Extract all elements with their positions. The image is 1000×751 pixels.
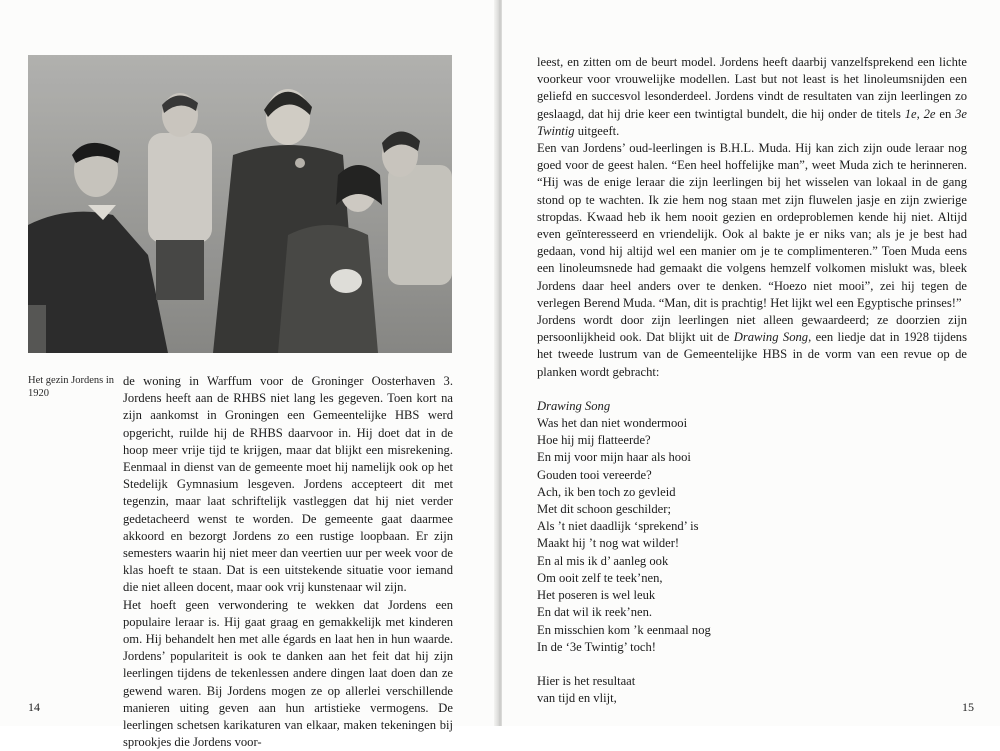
poem-line: Maakt hij ’t nog wat wilder! bbox=[537, 536, 680, 551]
text-span: en bbox=[935, 106, 956, 121]
poem bbox=[537, 398, 967, 656]
page-number-right: 15 bbox=[962, 700, 974, 714]
poem-line: Om ooit zelf te teek’nen, bbox=[537, 570, 663, 585]
page-number-left: 14 bbox=[28, 700, 40, 714]
poem-line: In de ‘3e Twintig’ toch! bbox=[537, 639, 656, 654]
poem-line: Ach, ik ben toch zo gevleid bbox=[537, 484, 676, 499]
poem-line: Hoe hij mij flatteerde? bbox=[537, 433, 651, 448]
left-page bbox=[0, 0, 498, 750]
paragraph bbox=[537, 312, 967, 381]
text-span: Jordens wordt door zijn leerlingen niet alleen gewaardeerd; ze doorzien zijn persoonlijkheid ook. Dat blijkt uit de bbox=[537, 313, 967, 345]
left-body-text bbox=[123, 373, 453, 751]
paragraph: Een van Jordens’ oud-leerlingen is B.H.L. Muda. Hij kan zich zijn oude leraar nog goed voor de geest halen. “Een heel hoffelijke man”, weet Muda zich te herinneren. “Hij was de enige leraar die zijn leerlingen bij het wisselen van lokaal in de gang stond op te wachten. Ik zie hem nog staan met zijn fluwelen jasje en zijn zwierige stropdas. Kwaad heb ik hem nooit gezien en ordeproblemen kende hij niet. Altijd even geïnteresseerd en vriendelijk. Ook al bakte je er niks van; als je je best had gedaan, vond hij altijd wel een manier om je te complimenteren.” Toen Muda eens een linoleumsnede had gemaakt die volgens hemzelf volkomen mislukt was, bleek Jordens daar heel anders over te denken. “Hoezo niet mooi”, zei hij tegen de verlegen Berend Muda. “Man, dit is prachtig! Het lijkt wel een Egyptische prinses!” bbox=[537, 141, 967, 310]
poem-line: Als ’t niet daadlijk ‘sprekend’ is bbox=[537, 519, 699, 534]
poem-line: Gouden tooi vereerde? bbox=[537, 467, 652, 482]
title-italic: 1e, 2e bbox=[904, 106, 936, 121]
paragraph bbox=[537, 54, 967, 140]
text-span: , een liedje dat in 1928 tijdens het tweede lustrum van de Gemeentelijke HBS in de vorm van een revue op de planken wordt gebracht: bbox=[537, 330, 968, 379]
poem-line: Met dit schoon geschilder; bbox=[537, 502, 671, 517]
song-title-italic: Drawing Song bbox=[733, 330, 809, 345]
right-page bbox=[502, 0, 1000, 726]
outro-lines bbox=[537, 673, 967, 707]
photo-caption: Het gezin Jordens in 1920 bbox=[28, 375, 115, 399]
poem-line: En al mis ik d’ aanleg ook bbox=[537, 553, 669, 568]
poem-title: Drawing Song bbox=[537, 398, 611, 413]
right-body-text bbox=[537, 54, 967, 707]
text-span: leest, en zitten om de beurt model. Jordens heeft daarbij vanzelfsprekend een lichte voorkeur voor vrouwelijke modellen. Last but not least is het linoleumsnijden een geliefd en succesvol lesonderdeel. Jordens vindt de resultaten van zijn leerlingen zo geslaagd, dat hij drie keer een twintigtal bundelt, die hij onder de titels bbox=[537, 55, 967, 121]
poem-line: Het poseren is wel leuk bbox=[537, 588, 656, 603]
poem-line: En misschien kom ’k eenmaal nog bbox=[537, 622, 711, 637]
poem-line: En mij voor mijn haar als hooi bbox=[537, 450, 691, 465]
paragraph: Het hoeft geen verwondering te wekken dat Jordens een populaire leraar is. Hij gaat graag en gemakkelijk met kinderen om. Hij behandelt hen met alle égards en laat hen in hun waarde. Jordens’ populariteit is ook te danken aan het feit dat hij zijn leerlingen tijdens de tekenlessen andere dingen laat doen dan ze gewend waren. Bij Jordens mogen ze op allerlei verschillende manieren uiting geven aan hun artistieke vermogens. De leerlingen schetsen karikaturen van elkaar, maken tekeningen bij sprookjes die Jordens voor- bbox=[123, 597, 453, 750]
outro-line: Hier is het resultaat bbox=[537, 673, 636, 688]
text-span: uitgeeft. bbox=[574, 123, 620, 138]
poem-line: Was het dan niet wondermooi bbox=[537, 416, 688, 431]
title-italic: 3e Twintig bbox=[537, 106, 967, 138]
family-photo bbox=[28, 55, 452, 353]
outro-line: van tijd en vlijt, bbox=[537, 691, 617, 706]
poem-line: En dat wil ik reek’nen. bbox=[537, 605, 653, 620]
paragraph: de woning in Warffum voor de Groninger Oosterhaven 3. Jordens heeft aan de RHBS niet lang les gegeven. Toen kort na zijn aankomst in Groningen een Gemeentelijke HBS werd opgericht, ruilde hij de RHBS daarvoor in. Hij doet dat in de hoop meer vrije tijd te krijgen, maar dat blijkt een misrekening. Eenmaal in dienst van de gemeente moet hij namelijk ook op het Stedelijk Gymnasium lesgeven. Jordens accepteert dit met tegenzin, maar laat schriftelijk vastleggen dat hij niet verder gedetacheerd wenst te worden. De gemeente gaat daarmee akkoord en bezorgt Jordens zo een rustige loopbaan. Er zijn semesters waarin hij niet meer dan veertien uur per week voor de klas hoeft te staan. Dat is een uitstekende situatie voor iemand die niet alleen docent, maar ook vrij kunstenaar wil zijn. bbox=[123, 374, 453, 595]
family-photo-image bbox=[28, 55, 452, 353]
